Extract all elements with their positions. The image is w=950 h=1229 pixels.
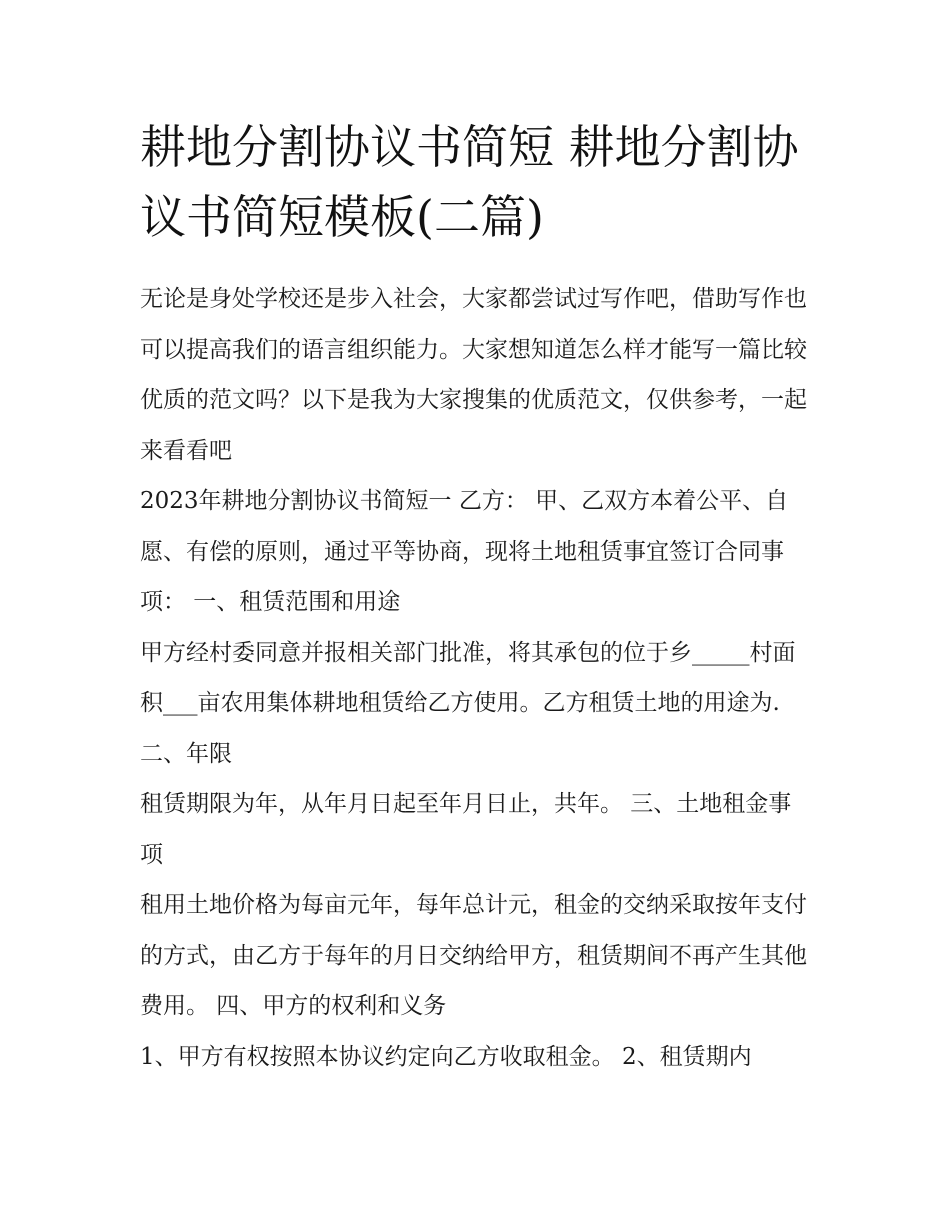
paragraph-intro: 无论是身处学校还是步入社会，大家都尝试过写作吧，借助写作也可以提高我们的语言组织能力。大家想知道怎么样才能写一篇比较优质的范文吗？以下是我为大家搜集的优质范文，仅供参考，一起来看看吧 bbox=[140, 286, 807, 464]
paragraph-party-a-rights: 1、甲方有权按照本协议约定向乙方收取租金。 2、租赁期内 bbox=[140, 1043, 752, 1070]
paragraph-rent: 租用土地价格为每亩元年，每年总计元，租金的交纳采取按年支付的方式，由乙方于每年的月日交纳给甲方，租赁期间不再产生其他费用。 四、甲方的权利和义务 bbox=[140, 892, 807, 1019]
document-title: 耕地分割协议书简短 耕地分割协议书简短模板(二篇) bbox=[140, 120, 799, 244]
paragraph-lease-scope: 甲方经村委同意并报相关部门批准，将其承包的位于乡_____村面积___亩农用集体耕地租赁给乙方使用。乙方租赁土地的用途为.二、年限 bbox=[140, 639, 796, 767]
document-page bbox=[140, 112, 812, 1082]
paragraph-lease-term: 租赁期限为年，从年月日起至年月日止，共年。 三、土地租金事项 bbox=[140, 791, 792, 868]
paragraph-agreement-opening: 2023年耕地分割协议书简短一 乙方： 甲、乙双方本着公平、自愿、有偿的原则，通过平等协商，现将土地租赁事宜签订合同事项： 一、租赁范围和用途 bbox=[140, 488, 789, 615]
document-body bbox=[140, 274, 812, 1082]
